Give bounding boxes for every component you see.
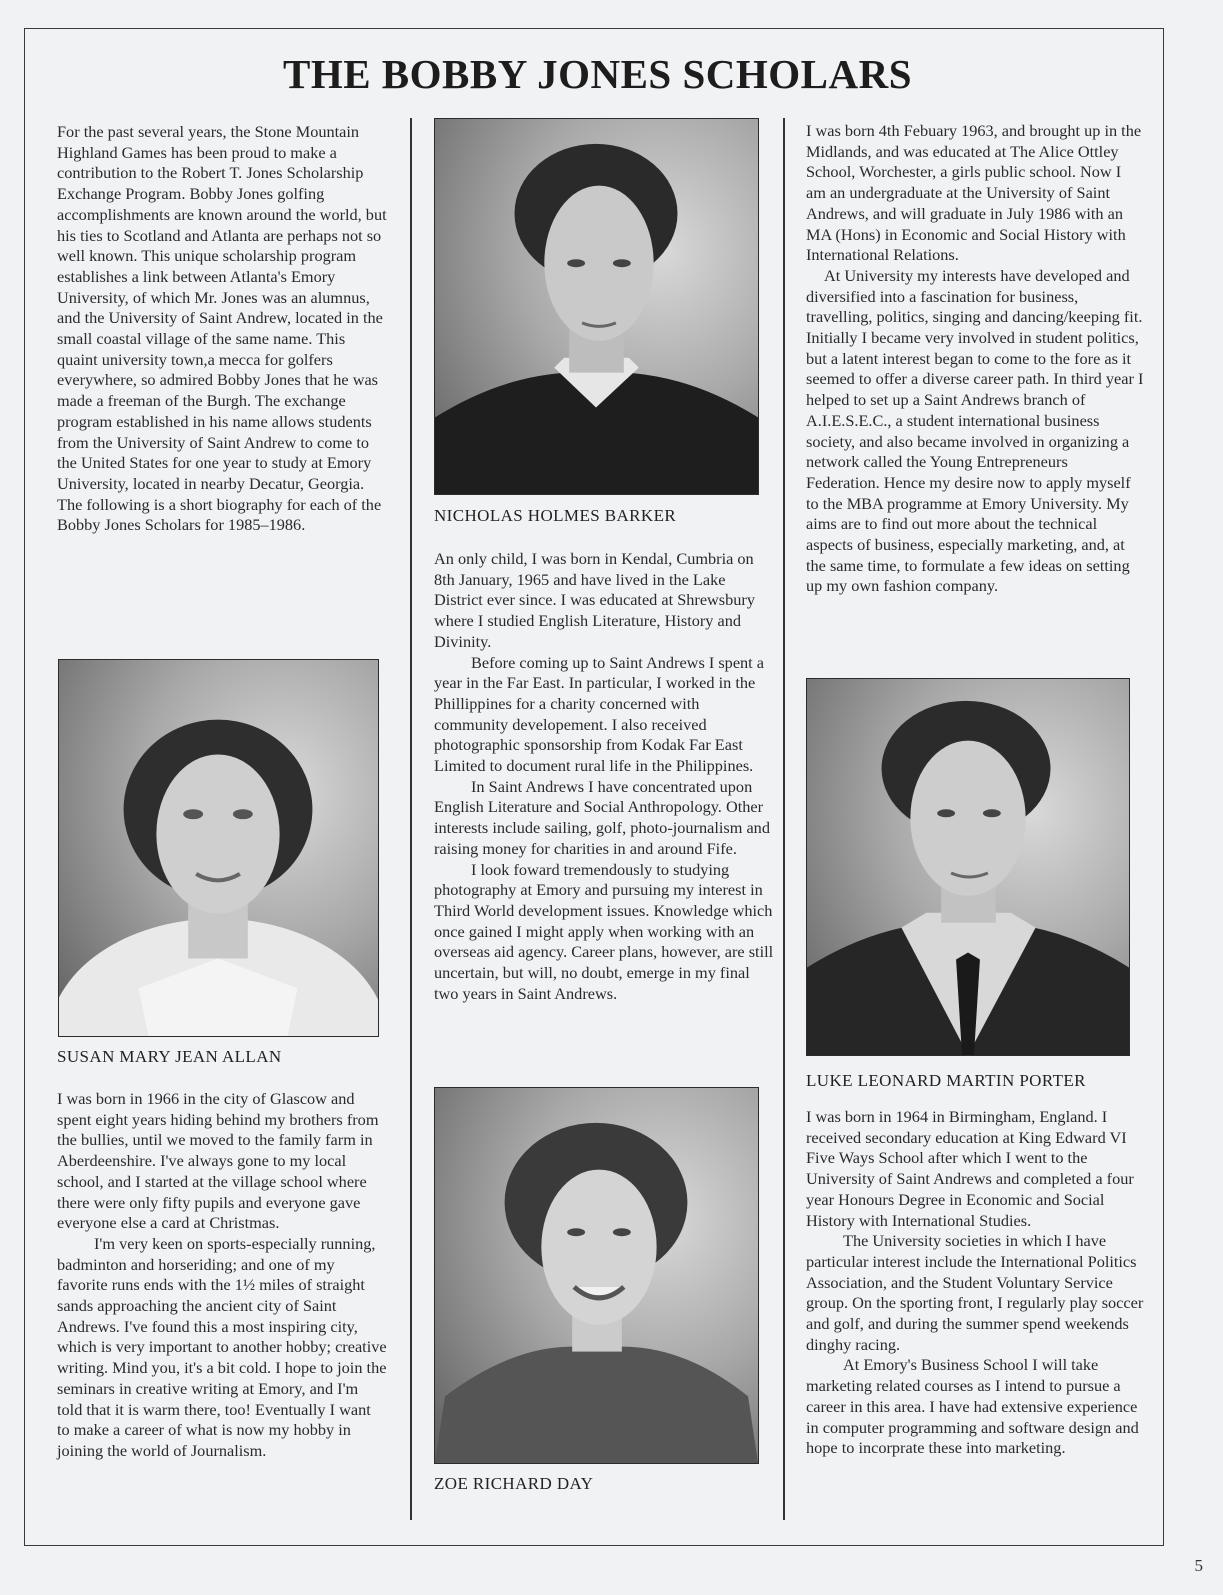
bio-nicholas-barker: An only child, I was born in Kendal, Cumbria on 8th January, 1965 and have lived in the Lake District ever since. I was educated at Shrewsbury where I studied English Literature, History and Divinity. Before coming up to Saint Andrews I spent a year in the Far East. In particular, I worked in the Phillippines for a charity concerned with community developement. I also received photographic sponsorship from Kodak Far East Limited to document rural life in the Philippines. In Saint Andrews I have concentrated upon English Literature and Social Anthropology. Other interests include sailing, golf, photo-journalism and raising money for charities in and around Fife. I look foward tremendously to studying photography at Emory and pursuing my interest in Third World development issues. Knowledge which once gained I might apply when working with an overseas aid agency. Career plans, however, are still uncertain, but will, no doubt, emerge in my final two years in Saint Andrews.	[434, 549, 774, 1003]
caption-zoe-day: ZOE RICHARD DAY	[434, 1474, 594, 1493]
caption-luke-porter: LUKE LEONARD MARTIN PORTER	[806, 1071, 1086, 1090]
caption-nicholas-barker: NICHOLAS HOLMES BARKER	[434, 506, 677, 525]
intro-text: For the past several years, the Stone Mountain Highland Games has been proud to make a contribution to the Robert T. Jones Scholarship Exchange Program. Bobby Jones golfing accomplishments are known around the world, but his ties to Scotland and Atlanta are perhaps not so well known. This unique scholarship program establishes a link between Atlanta's Emory University, of which Mr. Jones was an alumnus, and the University of Saint Andrew, located in the small coastal village of the same name. This quaint university town,a mecca for golfers everywhere, so admired Bobby Jones that he was made a freeman of the Burgh. The exchange program established in his name allows students from the University of Saint Andrew to come to the United States for one year to study at Emory University, located in nearby Decatur, Georgia. The following is a short biography for each of the Bobby Jones Scholars for 1985–1986.	[57, 122, 387, 535]
column-rule-right	[783, 118, 785, 1520]
caption-susan-allan: SUSAN MARY JEAN ALLAN	[57, 1047, 282, 1066]
photo-nicholas-barker	[434, 118, 759, 495]
column-rule-left	[410, 118, 412, 1520]
photo-zoe-day	[434, 1087, 759, 1464]
page-number: 5	[1194, 1556, 1203, 1575]
bio-zoe-day: I was born 4th Febuary 1963, and brought up in the Midlands, and was educated at The Alice Ottley School, Worchester, a girls public school. Now I am an undergraduate at the University of Saint Andrews, and will graduate in July 1986 with an MA (Hons) in Economic and Social History with International Relations. At University my interests have developed and diversified into a fascination for business, travelling, politics, singing and dancing/keeping fit. Initially I became very involved in student politics, but a latent interest began to come to the fore as it seemed to offer a diverse career path. In third year I helped to set up a Saint Andrews branch of A.I.E.S.E.C., a student international business society, and also became involved in organizing a network called the Young Entrepreneurs Federation. Hence my desire now to apply myself to the MBA programme at Emory University. My aims are to find out more about the technical aspects of business, especially marketing, and, at the same time, to formulate a few ideas on setting up my own fashion company.	[806, 121, 1144, 596]
page-title: THE BOBBY JONES SCHOLARS	[282, 51, 913, 97]
bio-susan-allan: I was born in 1966 in the city of Glascow and spent eight years hiding behind my brothers from the bullies, until we moved to the family farm in Aberdeenshire. I've always gone to my local school, and I started at the village school where there were only fifty pupils and everyone gave everyone else a card at Christmas. I'm very keen on sports-especially running, badminton and horseriding; and one of my favorite runs ends with the 1½ miles of straight sands approaching the ancient city of Saint Andrews. I've found this a most inspiring city, which is very important to another hobby; creative writing. Mind you, it's a bit cold. I hope to join the seminars in creative writing at Emory, and I'm told that it is warm there, too! Eventually I want to make a career of what is now my hobby in joining the world of Journalism.	[57, 1089, 387, 1460]
bio-luke-porter: I was born in 1964 in Birmingham, England. I received secondary education at King Edward VI Five Ways School after which I went to the University of Saint Andrews and completed a four year Honours Degree in Economic and Social History with International Studies. The University societies in which I have particular interest include the International Politics Association, and the Student Voluntary Service group. On the sporting front, I regularly play soccer and golf, and during the summer spend weekends dinghy racing. At Emory's Business School I will take marketing related courses as I intend to pursue a career in this area. I have had extensive experience in computer programming and software design and hope to incorprate these into marketing.	[806, 1107, 1144, 1458]
photo-luke-porter	[806, 678, 1130, 1056]
photo-susan-allan	[58, 659, 379, 1037]
